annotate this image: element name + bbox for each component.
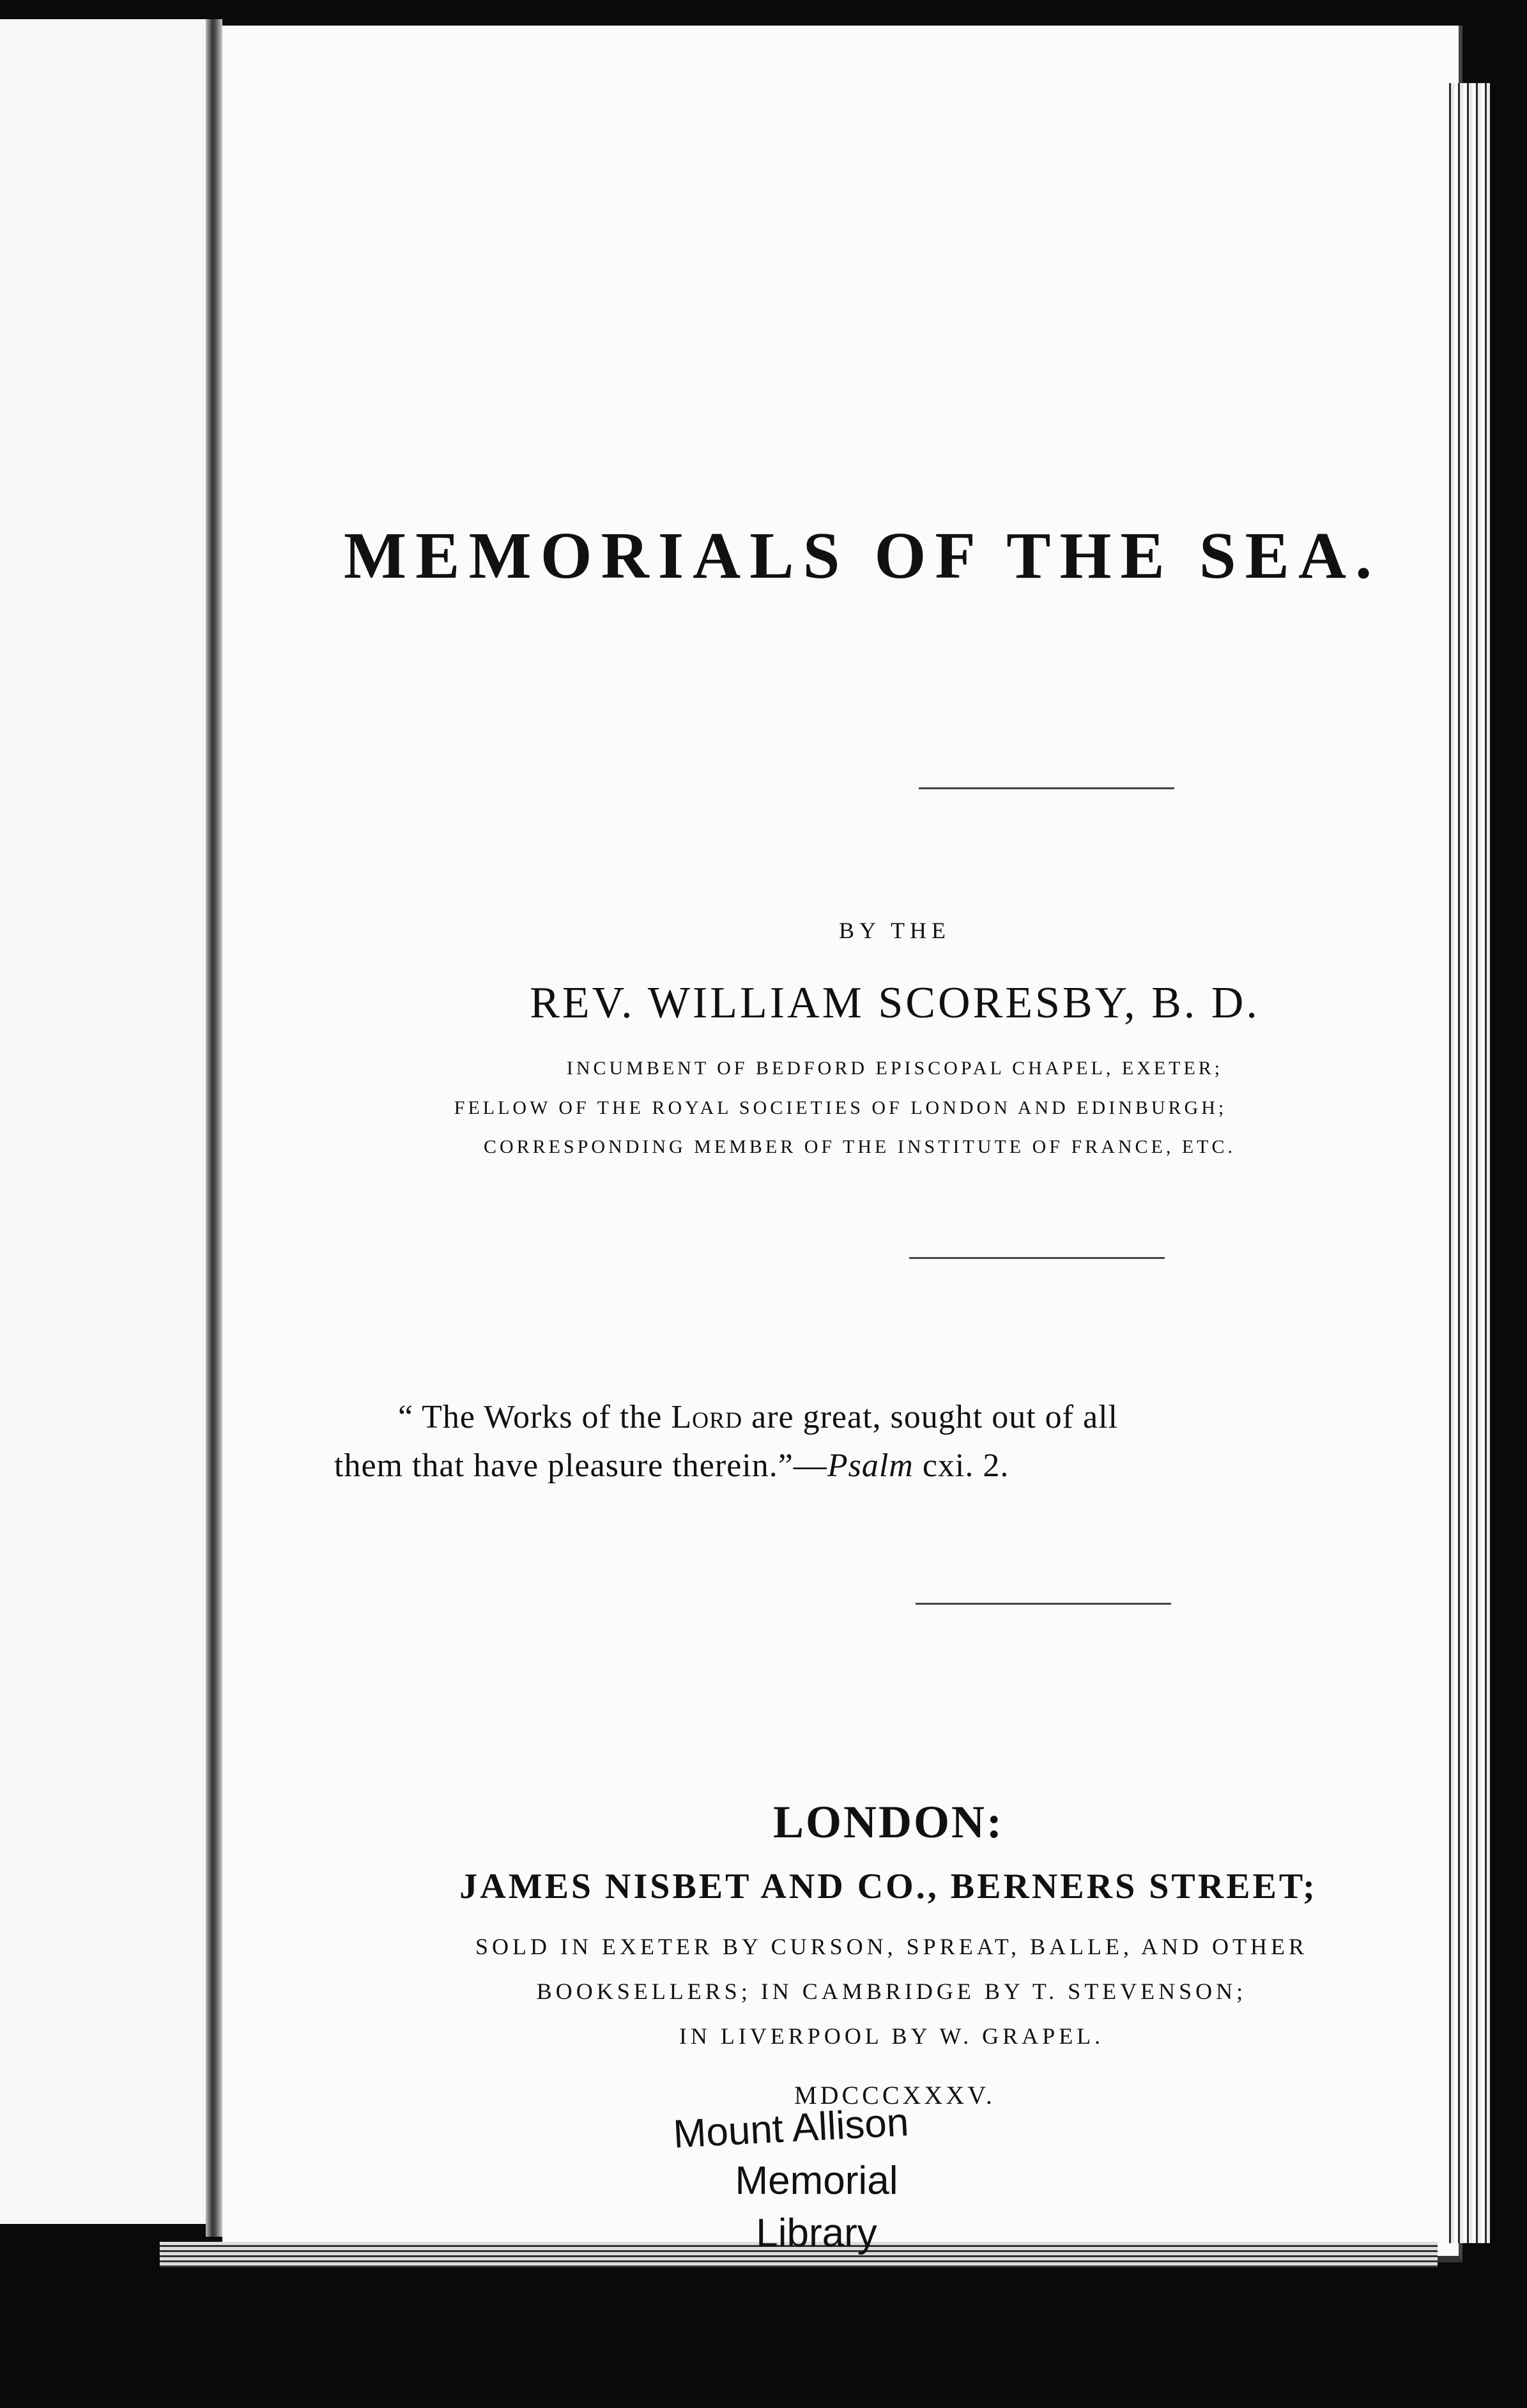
library-stamp-line-3: Library <box>756 2211 877 2255</box>
facing-blank-leaf <box>0 19 211 2224</box>
epigraph-line-2: them that have pleasure therein.”—Psalm cxi. 2. <box>334 1447 1009 1484</box>
divider-rule-1 <box>919 787 1174 789</box>
imprint-year: MDCCCXXXV. <box>794 2081 995 2110</box>
author-name: REV. WILLIAM SCORESBY, B. D. <box>530 978 1260 1028</box>
imprint-sold-line-2: BOOKSELLERS; IN CAMBRIDGE BY T. STEVENSON; <box>536 1979 1247 2004</box>
book-title: MEMORIALS OF THE SEA. <box>344 519 1381 592</box>
byline: BY THE <box>838 918 951 943</box>
library-stamp-line-1: Mount Allison <box>672 2100 910 2157</box>
library-stamp <box>631 2100 951 2260</box>
imprint-sold-line-1: SOLD IN EXETER BY CURSON, SPREAT, BALLE, AND OTHER <box>475 1934 1308 1959</box>
divider-rule-2 <box>909 1257 1165 1259</box>
author-credential-2: FELLOW OF THE ROYAL SOCIETIES OF LONDON AND EDINBURGH; <box>454 1097 1227 1118</box>
imprint-city: LONDON: <box>773 1796 1004 1848</box>
imprint-publisher: JAMES NISBET AND CO., BERNERS STREET; <box>459 1867 1317 1906</box>
library-stamp-line-2: Memorial <box>735 2159 898 2203</box>
author-credential-3: CORRESPONDING MEMBER OF THE INSTITUTE OF FRANCE, ETC. <box>483 1136 1236 1157</box>
title-page-content <box>222 26 1459 2256</box>
epigraph-lord: Lord <box>671 1399 743 1435</box>
epigraph-source: Psalm <box>827 1447 914 1484</box>
imprint-sold-line-3: IN LIVERPOOL BY W. GRAPEL. <box>679 2023 1105 2049</box>
author-credential-1: INCUMBENT OF BEDFORD EPISCOPAL CHAPEL, EXETER; <box>566 1058 1224 1079</box>
epigraph <box>334 1393 1293 1490</box>
divider-rule-3 <box>916 1603 1171 1605</box>
book-gutter <box>206 19 222 2237</box>
epigraph-line-1: “ The Works of the Lord are great, sought out of all <box>398 1399 1118 1435</box>
